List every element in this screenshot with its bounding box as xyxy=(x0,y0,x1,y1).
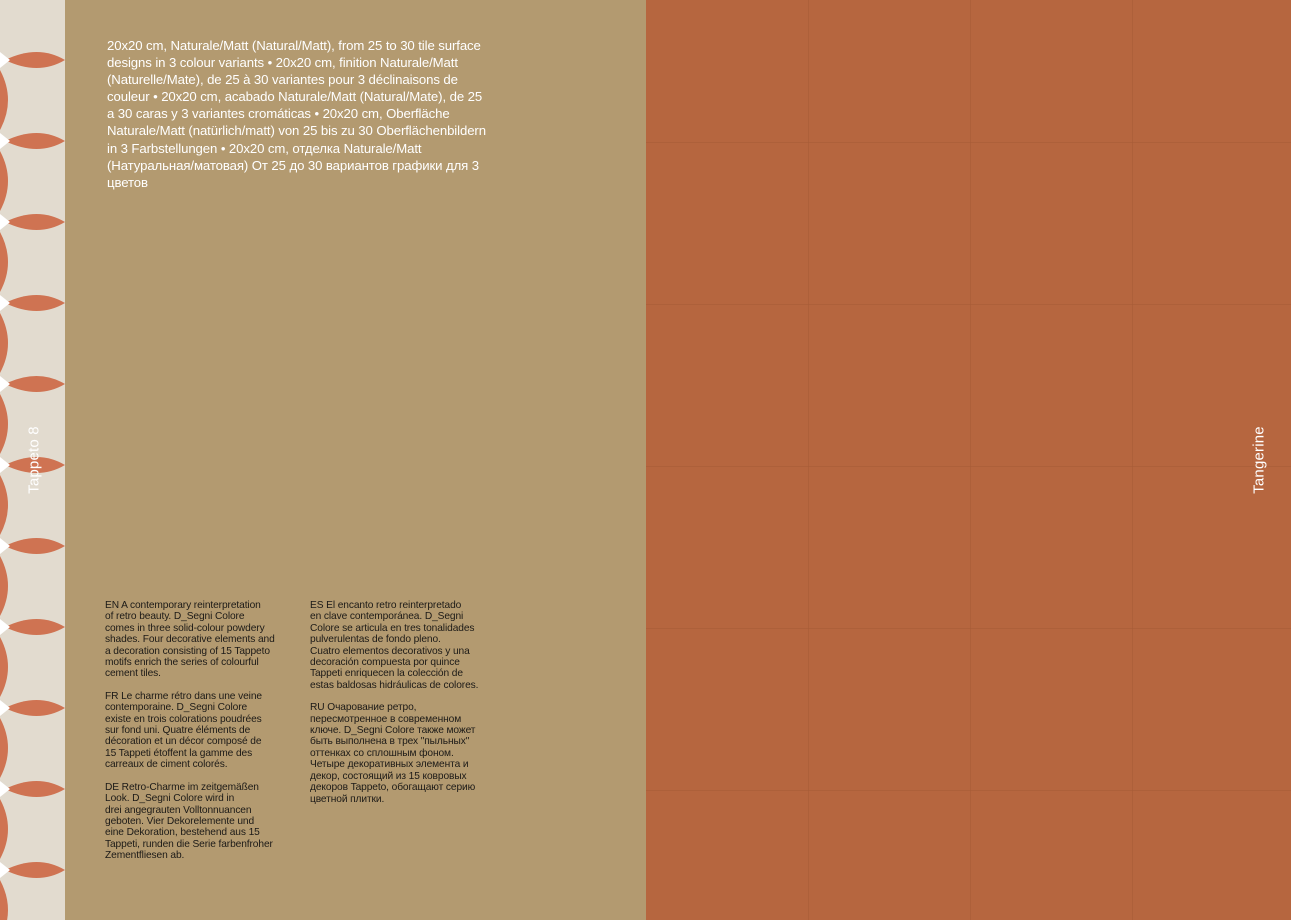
leaf-motif xyxy=(5,781,65,797)
leaf-motif xyxy=(5,376,65,392)
half-circle-motif xyxy=(0,313,8,373)
description-en: EN A contemporary reinterpretation of retro beauty. D_Segni Colore comes in three solid-colour powdery shades. Four decorative elements and a decoration consisting of 15 Tappeto motifs enrich the series of colourful cement tiles. xyxy=(105,600,275,680)
half-circle-motif xyxy=(0,556,8,616)
white-triangle-motif xyxy=(0,214,10,230)
description-column-left xyxy=(105,600,290,873)
leaf-motif xyxy=(5,700,65,716)
half-circle-motif xyxy=(0,394,8,454)
half-circle-motif xyxy=(0,232,8,292)
leaf-motif xyxy=(5,52,65,68)
description-de: DE Retro-Charme im zeitgemäßen Look. D_Segni Colore wird in drei angegrauten Volltonnuancen geboten. Vier Dekorelemente und eine Dekoration, bestehend aus 15 Tappeti, runden die Serie farbenfroher Zementfliesen ab. xyxy=(105,781,273,862)
white-triangle-motif xyxy=(0,376,10,392)
tile-grid-line-horizontal xyxy=(646,628,1291,629)
description-es: ES El encanto retro reinterpretado en clave contemporánea. D_Segni Colore se articula en tres tonalidades pulverulentas de fondo pleno. Cuatro elementos decorativos y una decoración compuesta por quince Tappeti enriquecen la colección de estas baldosas hidráulicas de colores. xyxy=(310,600,479,691)
leaf-motif xyxy=(5,133,65,149)
leaf-motif xyxy=(5,862,65,878)
description-column-right xyxy=(310,600,495,816)
white-triangle-motif xyxy=(0,457,10,473)
white-triangle-motif xyxy=(0,862,10,878)
half-circle-motif xyxy=(0,799,8,859)
tile-grid-line-vertical xyxy=(808,0,809,920)
leaf-motif xyxy=(5,619,65,635)
half-circle-motif xyxy=(0,880,8,920)
product-name-label: Tappeto 8 xyxy=(25,426,43,494)
half-circle-motif xyxy=(0,475,8,535)
half-circle-motif xyxy=(0,151,8,211)
white-triangle-motif xyxy=(0,700,10,716)
leaf-motif xyxy=(5,295,65,311)
tile-grid-line-horizontal xyxy=(646,790,1291,791)
white-triangle-motif xyxy=(0,538,10,554)
tile-grid-line-vertical xyxy=(970,0,971,920)
tangerine-tile-grid xyxy=(646,0,1291,920)
spec-text: 20x20 cm, Naturale/Matt (Natural/Matt), from 25 to 30 tile surface designs in 3 colour variants • 20x20 cm, finition Naturale/Matt (Naturelle/Mate), de 25 à 30 variantes pour 3 déclinaisons de couleur • 20x20 cm, acabado Naturale/Matt (Natural/Mate), de 25 a 30 caras y 3 variantes cromáticas • 20x20 cm, Oberfläche Naturale/Matt (natürlich/matt) von 25 bis zu 30 Oberflächenbildern in 3 Farbstellungen • 20x20 cm, отделка Naturale/Matt (Натуральная/матовая) От 25 до 30 вариантов графики для 3 цветов xyxy=(107,38,486,190)
white-triangle-motif xyxy=(0,52,10,68)
leaf-motif xyxy=(5,214,65,230)
tile-grid-line-horizontal xyxy=(646,142,1291,143)
description-ru: RU Очарование ретро, пересмотренное в современном ключе. D_Segni Colore также может быть выполнена в трех "пыльных" оттенках со сплошным фоном. Четыре декоративных элемента и декор, состоящий из 15 ковровых декоров Tappeto, обогащают серию цветной плитки. xyxy=(310,702,476,805)
half-circle-motif xyxy=(0,70,8,130)
white-triangle-motif xyxy=(0,781,10,797)
description-fr: FR Le charme rétro dans une veine contemporaine. D_Segni Colore existe en trois colorations poudrées sur fond uni. Quatre éléments de décoration et un décor composé de 15 Tappeti étoffent la gamme des carreaux de ciment colorés. xyxy=(105,690,262,771)
tile-grid-line-horizontal xyxy=(646,466,1291,467)
white-triangle-motif xyxy=(0,133,10,149)
white-triangle-motif xyxy=(0,295,10,311)
tile-grid-line-horizontal xyxy=(646,304,1291,305)
leaf-motif xyxy=(5,538,65,554)
tile-grid-line-vertical xyxy=(1132,0,1133,920)
color-name-label: Tangerine xyxy=(1250,426,1268,494)
half-circle-motif xyxy=(0,718,8,778)
half-circle-motif xyxy=(0,637,8,697)
white-triangle-motif xyxy=(0,619,10,635)
